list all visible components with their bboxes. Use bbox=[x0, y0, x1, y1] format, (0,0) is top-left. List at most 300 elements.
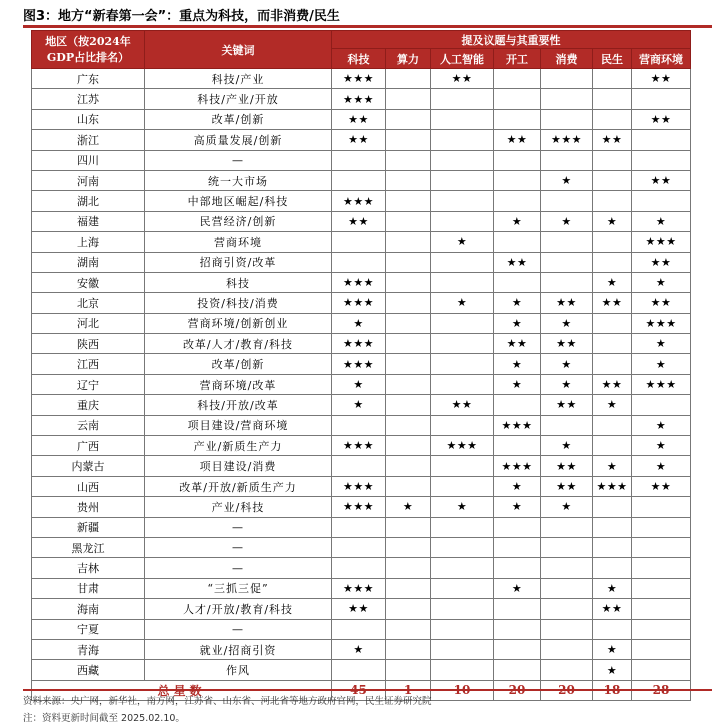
importance-stars-cell: ★★★ bbox=[494, 415, 541, 435]
importance-stars-cell: ★★ bbox=[632, 252, 691, 272]
importance-stars-cell: ★ bbox=[494, 354, 541, 374]
importance-stars-cell bbox=[632, 191, 691, 211]
importance-stars-cell bbox=[541, 619, 593, 639]
footer-rule bbox=[23, 689, 712, 691]
keyword-cell: 投资/科技/消费 bbox=[145, 293, 332, 313]
importance-stars-cell: ★ bbox=[541, 354, 593, 374]
importance-stars-cell bbox=[541, 537, 593, 557]
importance-stars-cell: ★ bbox=[632, 354, 691, 374]
importance-stars-cell bbox=[431, 272, 494, 292]
region-cell: 重庆 bbox=[32, 395, 145, 415]
region-cell: 青海 bbox=[32, 639, 145, 659]
topic-header: 消费 bbox=[541, 49, 593, 69]
importance-stars-cell: ★ bbox=[593, 639, 632, 659]
importance-stars-cell: ★ bbox=[632, 272, 691, 292]
importance-stars-cell: ★ bbox=[593, 660, 632, 680]
keyword-cell: 项目建设/消费 bbox=[145, 456, 332, 476]
importance-stars-cell: ★ bbox=[332, 374, 386, 394]
importance-stars-cell bbox=[494, 150, 541, 170]
region-header-line1: 地区（按2024年 bbox=[45, 34, 131, 48]
importance-stars-cell bbox=[386, 232, 431, 252]
importance-stars-cell bbox=[332, 252, 386, 272]
importance-stars-cell bbox=[593, 558, 632, 578]
importance-stars-cell bbox=[541, 150, 593, 170]
importance-stars-cell bbox=[632, 395, 691, 415]
importance-stars-cell: ★ bbox=[632, 211, 691, 231]
importance-stars-cell bbox=[386, 170, 431, 190]
table-row bbox=[32, 497, 691, 517]
importance-stars-cell: ★★★ bbox=[332, 436, 386, 456]
importance-stars-cell: ★★★ bbox=[632, 232, 691, 252]
importance-stars-cell bbox=[494, 232, 541, 252]
keyword-cell: 营商环境/改革 bbox=[145, 374, 332, 394]
table-row bbox=[32, 517, 691, 537]
importance-stars-cell bbox=[541, 69, 593, 89]
importance-stars-cell bbox=[541, 517, 593, 537]
keyword-cell: 科技/产业 bbox=[145, 69, 332, 89]
importance-stars-cell: ★★ bbox=[541, 334, 593, 354]
region-column-header bbox=[32, 31, 145, 69]
importance-stars-cell bbox=[541, 109, 593, 129]
region-cell: 陕西 bbox=[32, 334, 145, 354]
table-row bbox=[32, 69, 691, 89]
importance-stars-cell bbox=[431, 313, 494, 333]
importance-stars-cell: ★★★ bbox=[332, 497, 386, 517]
importance-stars-cell: ★ bbox=[431, 293, 494, 313]
keyword-cell: 就业/招商引资 bbox=[145, 639, 332, 659]
table-row bbox=[32, 660, 691, 680]
importance-stars-cell bbox=[386, 89, 431, 109]
keyword-cell: 民营经济/创新 bbox=[145, 211, 332, 231]
keyword-cell: 科技/产业/开放 bbox=[145, 89, 332, 109]
region-cell: 上海 bbox=[32, 232, 145, 252]
importance-stars-cell bbox=[593, 497, 632, 517]
importance-stars-cell bbox=[632, 517, 691, 537]
importance-stars-cell bbox=[632, 537, 691, 557]
importance-stars-cell bbox=[632, 130, 691, 150]
importance-stars-cell bbox=[431, 130, 494, 150]
keyword-cell: 作风 bbox=[145, 660, 332, 680]
importance-stars-cell: ★ bbox=[541, 374, 593, 394]
importance-stars-cell bbox=[332, 415, 386, 435]
importance-stars-cell: ★★ bbox=[332, 109, 386, 129]
keyword-cell: 营商环境/创新创业 bbox=[145, 313, 332, 333]
importance-stars-cell: ★★ bbox=[632, 293, 691, 313]
keyword-cell: 改革/创新 bbox=[145, 109, 332, 129]
importance-stars-cell: ★ bbox=[632, 436, 691, 456]
keyword-cell: 产业/新质生产力 bbox=[145, 436, 332, 456]
importance-stars-cell bbox=[494, 558, 541, 578]
importance-stars-cell bbox=[386, 599, 431, 619]
importance-stars-cell bbox=[431, 354, 494, 374]
importance-stars-cell bbox=[386, 69, 431, 89]
importance-stars-cell: ★ bbox=[332, 313, 386, 333]
importance-stars-cell bbox=[494, 599, 541, 619]
importance-stars-cell bbox=[593, 619, 632, 639]
region-cell: 辽宁 bbox=[32, 374, 145, 394]
table-row bbox=[32, 252, 691, 272]
importance-stars-cell bbox=[494, 170, 541, 190]
importance-stars-cell bbox=[593, 191, 632, 211]
importance-stars-cell bbox=[386, 313, 431, 333]
table-row bbox=[32, 639, 691, 659]
table-row bbox=[32, 374, 691, 394]
keyword-cell: 科技/开放/改革 bbox=[145, 395, 332, 415]
importance-stars-cell: ★ bbox=[632, 456, 691, 476]
table-row bbox=[32, 89, 691, 109]
table-row bbox=[32, 211, 691, 231]
importance-stars-cell: ★★ bbox=[494, 130, 541, 150]
importance-stars-cell bbox=[632, 619, 691, 639]
importance-stars-cell bbox=[386, 109, 431, 129]
topic-header: 民生 bbox=[593, 49, 632, 69]
importance-stars-cell: ★ bbox=[541, 436, 593, 456]
region-cell: 山西 bbox=[32, 476, 145, 496]
keyword-cell: 改革/开放/新质生产力 bbox=[145, 476, 332, 496]
importance-stars-cell bbox=[431, 599, 494, 619]
keyword-cell: 营商环境 bbox=[145, 232, 332, 252]
importance-stars-cell bbox=[494, 660, 541, 680]
keyword-column-header: 关键词 bbox=[145, 31, 332, 69]
importance-stars-cell: ★★★ bbox=[332, 334, 386, 354]
importance-stars-cell: ★ bbox=[431, 497, 494, 517]
importance-stars-cell: ★ bbox=[632, 415, 691, 435]
importance-stars-cell bbox=[541, 599, 593, 619]
importance-stars-cell: ★★ bbox=[494, 252, 541, 272]
importance-stars-cell bbox=[386, 558, 431, 578]
importance-stars-cell bbox=[332, 619, 386, 639]
importance-stars-cell: ★★★ bbox=[494, 456, 541, 476]
region-cell: 四川 bbox=[32, 150, 145, 170]
table-row bbox=[32, 191, 691, 211]
region-cell: 宁夏 bbox=[32, 619, 145, 639]
importance-stars-cell bbox=[386, 191, 431, 211]
importance-stars-cell bbox=[632, 639, 691, 659]
importance-stars-cell: ★★ bbox=[332, 599, 386, 619]
importance-stars-cell bbox=[593, 334, 632, 354]
importance-stars-cell bbox=[386, 415, 431, 435]
importance-stars-cell bbox=[386, 619, 431, 639]
importance-stars-cell bbox=[632, 660, 691, 680]
table-row bbox=[32, 313, 691, 333]
keyword-cell: 项目建设/营商环境 bbox=[145, 415, 332, 435]
importance-stars-cell bbox=[332, 517, 386, 537]
keyword-cell: 高质量发展/创新 bbox=[145, 130, 332, 150]
importance-stars-cell bbox=[332, 537, 386, 557]
region-cell: 河南 bbox=[32, 170, 145, 190]
region-cell: 广西 bbox=[32, 436, 145, 456]
keyword-cell: — bbox=[145, 558, 332, 578]
importance-stars-cell bbox=[541, 660, 593, 680]
importance-stars-cell: ★★★ bbox=[593, 476, 632, 496]
importance-stars-cell: ★ bbox=[332, 639, 386, 659]
importance-stars-cell bbox=[632, 150, 691, 170]
keyword-cell: 中部地区崛起/科技 bbox=[145, 191, 332, 211]
importance-stars-cell: ★★★ bbox=[332, 354, 386, 374]
importance-stars-cell bbox=[541, 415, 593, 435]
importance-stars-cell bbox=[593, 232, 632, 252]
region-cell: 北京 bbox=[32, 293, 145, 313]
importance-stars-cell: ★★★ bbox=[332, 191, 386, 211]
importance-stars-cell: ★ bbox=[593, 272, 632, 292]
importance-stars-cell bbox=[541, 232, 593, 252]
table-row bbox=[32, 109, 691, 129]
importance-stars-cell bbox=[431, 150, 494, 170]
region-cell: 福建 bbox=[32, 211, 145, 231]
table-row bbox=[32, 456, 691, 476]
importance-stars-cell bbox=[593, 354, 632, 374]
importance-stars-cell: ★ bbox=[593, 211, 632, 231]
importance-stars-cell: ★★★ bbox=[431, 436, 494, 456]
region-cell: 海南 bbox=[32, 599, 145, 619]
importance-stars-cell: ★ bbox=[386, 497, 431, 517]
importance-stars-cell bbox=[593, 170, 632, 190]
importance-stars-cell bbox=[494, 619, 541, 639]
importance-stars-cell bbox=[632, 599, 691, 619]
importance-stars-cell bbox=[494, 89, 541, 109]
importance-stars-cell: ★★★ bbox=[632, 313, 691, 333]
importance-stars-cell bbox=[386, 252, 431, 272]
importance-stars-cell: ★★ bbox=[431, 395, 494, 415]
importance-stars-cell bbox=[632, 497, 691, 517]
importance-stars-cell: ★★ bbox=[541, 293, 593, 313]
figure-title: 图3：地方“新春第一会”：重点为科技，而非消费/民生 bbox=[23, 9, 340, 24]
importance-stars-cell bbox=[332, 660, 386, 680]
importance-stars-cell: ★★ bbox=[541, 476, 593, 496]
importance-stars-cell bbox=[593, 436, 632, 456]
region-cell: 吉林 bbox=[32, 558, 145, 578]
importance-stars-cell bbox=[593, 415, 632, 435]
importance-stars-cell bbox=[632, 578, 691, 598]
table-row bbox=[32, 436, 691, 456]
importance-stars-cell: ★ bbox=[494, 293, 541, 313]
importance-stars-cell bbox=[386, 660, 431, 680]
topic-header: 人工智能 bbox=[431, 49, 494, 69]
importance-stars-cell bbox=[386, 150, 431, 170]
keyword-cell: 统一大市场 bbox=[145, 170, 332, 190]
region-cell: 浙江 bbox=[32, 130, 145, 150]
importance-stars-cell bbox=[386, 456, 431, 476]
topics-group-header: 提及议题与其重要性 bbox=[332, 31, 691, 49]
importance-stars-cell bbox=[431, 334, 494, 354]
region-header-line2: GDP占比排名） bbox=[46, 50, 130, 64]
region-cell: 西藏 bbox=[32, 660, 145, 680]
importance-stars-cell bbox=[593, 252, 632, 272]
table-row bbox=[32, 395, 691, 415]
region-cell: 甘肃 bbox=[32, 578, 145, 598]
table-row bbox=[32, 170, 691, 190]
importance-stars-cell bbox=[494, 191, 541, 211]
importance-stars-cell bbox=[386, 211, 431, 231]
importance-stars-cell: ★★ bbox=[632, 69, 691, 89]
topic-header: 开工 bbox=[494, 49, 541, 69]
importance-stars-cell: ★★ bbox=[593, 374, 632, 394]
table-row bbox=[32, 558, 691, 578]
importance-stars-cell: ★★★ bbox=[541, 130, 593, 150]
importance-stars-cell bbox=[431, 639, 494, 659]
table-row bbox=[32, 619, 691, 639]
topic-header: 科技 bbox=[332, 49, 386, 69]
region-cell: 广东 bbox=[32, 69, 145, 89]
importance-stars-cell bbox=[593, 69, 632, 89]
importance-stars-cell bbox=[632, 89, 691, 109]
importance-stars-cell bbox=[541, 191, 593, 211]
importance-stars-cell: ★ bbox=[431, 232, 494, 252]
table-row bbox=[32, 150, 691, 170]
importance-stars-cell bbox=[494, 436, 541, 456]
importance-stars-cell bbox=[431, 170, 494, 190]
importance-stars-cell: ★ bbox=[541, 497, 593, 517]
importance-stars-cell bbox=[386, 639, 431, 659]
topic-header: 算力 bbox=[386, 49, 431, 69]
keyword-cell: 产业/科技 bbox=[145, 497, 332, 517]
importance-stars-cell bbox=[494, 272, 541, 292]
importance-stars-cell bbox=[632, 558, 691, 578]
importance-stars-cell: ★ bbox=[593, 395, 632, 415]
importance-stars-cell bbox=[386, 436, 431, 456]
region-cell: 贵州 bbox=[32, 497, 145, 517]
importance-stars-cell bbox=[386, 293, 431, 313]
importance-stars-cell: ★ bbox=[332, 395, 386, 415]
importance-stars-cell: ★ bbox=[632, 334, 691, 354]
table-row bbox=[32, 599, 691, 619]
importance-stars-cell bbox=[494, 639, 541, 659]
region-cell: 新疆 bbox=[32, 517, 145, 537]
importance-stars-cell: ★ bbox=[494, 497, 541, 517]
region-cell: 黑龙江 bbox=[32, 537, 145, 557]
region-cell: 山东 bbox=[32, 109, 145, 129]
importance-stars-cell bbox=[431, 537, 494, 557]
importance-stars-cell bbox=[541, 89, 593, 109]
keyword-cell: “三抓三促” bbox=[145, 578, 332, 598]
importance-stars-cell bbox=[541, 578, 593, 598]
importance-stars-cell bbox=[386, 395, 431, 415]
importance-stars-cell bbox=[494, 537, 541, 557]
importance-stars-cell bbox=[431, 476, 494, 496]
topics-table bbox=[31, 30, 691, 701]
keyword-cell: 改革/人才/教育/科技 bbox=[145, 334, 332, 354]
importance-stars-cell bbox=[431, 578, 494, 598]
table-row bbox=[32, 232, 691, 252]
update-note: 注：资料更新时间截至 2025.02.10。 bbox=[23, 713, 185, 724]
importance-stars-cell bbox=[386, 130, 431, 150]
importance-stars-cell bbox=[386, 272, 431, 292]
importance-stars-cell bbox=[386, 374, 431, 394]
table-row bbox=[32, 537, 691, 557]
importance-stars-cell: ★★ bbox=[632, 170, 691, 190]
region-cell: 江西 bbox=[32, 354, 145, 374]
importance-stars-cell: ★ bbox=[494, 374, 541, 394]
importance-stars-cell: ★★★ bbox=[632, 374, 691, 394]
importance-stars-cell bbox=[593, 150, 632, 170]
importance-stars-cell: ★★ bbox=[541, 395, 593, 415]
importance-stars-cell bbox=[431, 558, 494, 578]
region-cell: 湖南 bbox=[32, 252, 145, 272]
table-row bbox=[32, 272, 691, 292]
importance-stars-cell: ★★★ bbox=[332, 69, 386, 89]
table-body bbox=[32, 69, 691, 701]
importance-stars-cell bbox=[386, 476, 431, 496]
table-row bbox=[32, 415, 691, 435]
importance-stars-cell: ★ bbox=[494, 476, 541, 496]
keyword-cell: — bbox=[145, 150, 332, 170]
importance-stars-cell bbox=[431, 619, 494, 639]
importance-stars-cell: ★★ bbox=[541, 456, 593, 476]
keyword-cell: — bbox=[145, 537, 332, 557]
importance-stars-cell bbox=[386, 517, 431, 537]
keyword-cell: — bbox=[145, 517, 332, 537]
importance-stars-cell bbox=[431, 109, 494, 129]
importance-stars-cell bbox=[541, 639, 593, 659]
importance-stars-cell: ★★ bbox=[494, 334, 541, 354]
table-row bbox=[32, 476, 691, 496]
importance-stars-cell bbox=[332, 150, 386, 170]
importance-stars-cell bbox=[431, 415, 494, 435]
importance-stars-cell: ★★ bbox=[593, 293, 632, 313]
importance-stars-cell: ★★★ bbox=[332, 293, 386, 313]
importance-stars-cell: ★★ bbox=[332, 211, 386, 231]
importance-stars-cell: ★★ bbox=[332, 130, 386, 150]
importance-stars-cell bbox=[332, 456, 386, 476]
importance-stars-cell: ★ bbox=[593, 578, 632, 598]
region-cell: 湖北 bbox=[32, 191, 145, 211]
importance-stars-cell bbox=[431, 191, 494, 211]
importance-stars-cell: ★★★ bbox=[332, 89, 386, 109]
importance-stars-cell: ★ bbox=[494, 313, 541, 333]
importance-stars-cell: ★ bbox=[593, 456, 632, 476]
table-row bbox=[32, 578, 691, 598]
importance-stars-cell: ★ bbox=[541, 313, 593, 333]
importance-stars-cell bbox=[332, 558, 386, 578]
importance-stars-cell bbox=[541, 272, 593, 292]
importance-stars-cell: ★★ bbox=[593, 130, 632, 150]
table-row bbox=[32, 354, 691, 374]
importance-stars-cell bbox=[332, 170, 386, 190]
region-cell: 云南 bbox=[32, 415, 145, 435]
importance-stars-cell bbox=[386, 354, 431, 374]
importance-stars-cell bbox=[593, 537, 632, 557]
importance-stars-cell bbox=[494, 517, 541, 537]
importance-stars-cell bbox=[541, 252, 593, 272]
importance-stars-cell bbox=[431, 374, 494, 394]
importance-stars-cell: ★ bbox=[541, 211, 593, 231]
importance-stars-cell bbox=[593, 517, 632, 537]
keyword-cell: — bbox=[145, 619, 332, 639]
importance-stars-cell: ★ bbox=[541, 170, 593, 190]
table-row bbox=[32, 130, 691, 150]
importance-stars-cell bbox=[386, 578, 431, 598]
importance-stars-cell bbox=[593, 109, 632, 129]
importance-stars-cell bbox=[494, 395, 541, 415]
table-header bbox=[32, 31, 691, 69]
importance-stars-cell: ★★ bbox=[593, 599, 632, 619]
importance-stars-cell bbox=[431, 456, 494, 476]
importance-stars-cell bbox=[332, 232, 386, 252]
keyword-cell: 改革/创新 bbox=[145, 354, 332, 374]
importance-stars-cell bbox=[593, 89, 632, 109]
importance-stars-cell: ★★★ bbox=[332, 578, 386, 598]
region-cell: 安徽 bbox=[32, 272, 145, 292]
importance-stars-cell bbox=[494, 109, 541, 129]
importance-stars-cell bbox=[593, 313, 632, 333]
keyword-cell: 科技 bbox=[145, 272, 332, 292]
importance-stars-cell bbox=[386, 537, 431, 557]
table-row bbox=[32, 334, 691, 354]
importance-stars-cell: ★ bbox=[494, 211, 541, 231]
importance-stars-cell: ★ bbox=[494, 578, 541, 598]
topic-header: 营商环境 bbox=[632, 49, 691, 69]
importance-stars-cell bbox=[431, 660, 494, 680]
